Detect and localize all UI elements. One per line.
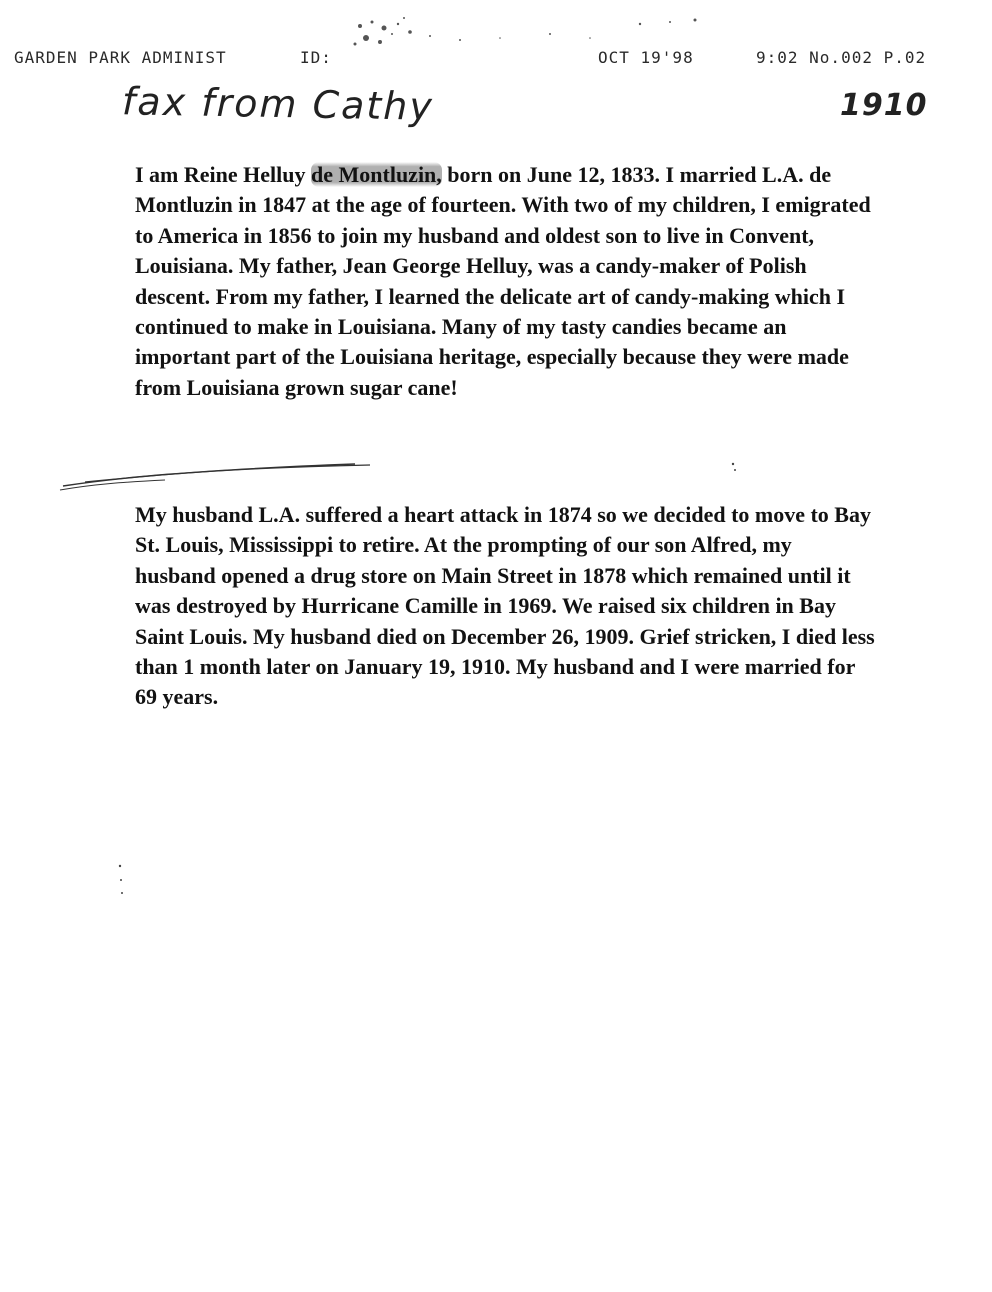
handwritten-note: fax from Cathy xyxy=(121,79,435,129)
fax-id-label: ID: xyxy=(300,48,332,67)
paragraph-1 xyxy=(135,160,875,403)
handwritten-year: 1910 xyxy=(840,88,928,123)
paragraph-1-start: I am Reine Helluy xyxy=(135,162,311,187)
highlighted-surname: de Montluzin, xyxy=(311,162,442,187)
fax-noise xyxy=(340,14,720,54)
fax-date: OCT 19'98 xyxy=(598,48,694,67)
fax-time-page: 9:02 No.002 P.02 xyxy=(756,48,927,67)
paragraph-1-rest: born on June 12, 1833. I married L.A. de Montluzin in 1847 at the age of fourteen. With two of my children, I emigrated to America in 1856 to join my husband and oldest son to live in Convent, Louisiana. My father, Jean George Helluy, was a candy-maker of Polish descent. From my father, I learned the delicate art of candy-making which I continued to make in Louisiana. Many of my tasty candies became an important part of the Louisiana heritage, especially because they were made from Louisiana grown sugar cane! xyxy=(135,162,871,400)
paragraph-2: My husband L.A. suffered a heart attack in 1874 so we decided to move to Bay St. Louis, Mississippi to retire. At the prompting of our son Alfred, my husband opened a drug store on Main Street in 1878 which remained until it was destroyed by Hurricane Camille in 1969. We raised six children in Bay Saint Louis. My husband died on December 26, 1909. Grief stricken, I died less than 1 month later on January 19, 1910. My husband and I were married for 69 years. xyxy=(135,502,875,710)
underline-scribble xyxy=(55,456,375,496)
fax-sender: GARDEN PARK ADMINIST xyxy=(14,48,227,67)
